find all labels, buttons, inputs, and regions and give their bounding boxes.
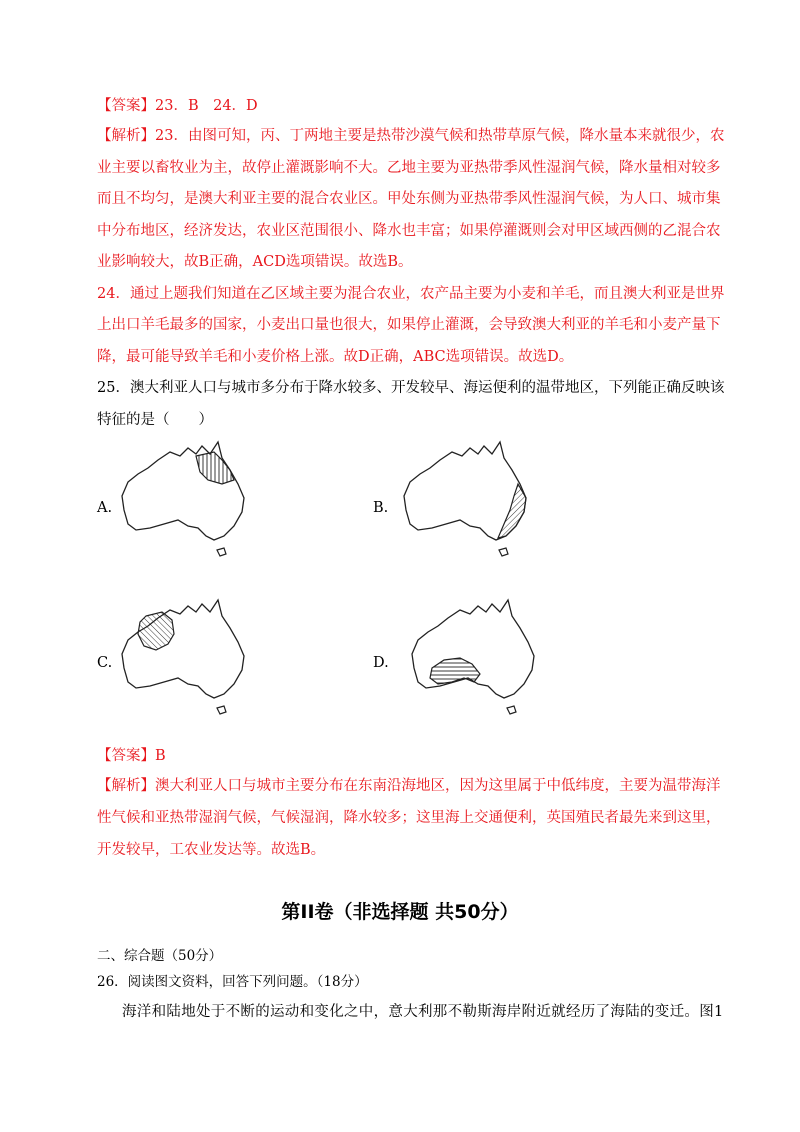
shaded-region-c <box>138 612 174 650</box>
answer-line <box>97 96 258 116</box>
analysis-tag: 【解析】 <box>97 128 155 144</box>
shaded-region-d <box>430 658 480 684</box>
analysis2-line-3: 开发较早，工农业发达等。故选B。 <box>97 842 326 858</box>
option-b-label: B. <box>373 500 389 516</box>
map-option-a <box>118 440 253 560</box>
option-c-label: C. <box>97 655 113 671</box>
question-25-line-2: 特征的是（ ） <box>97 412 213 428</box>
analysis-line-3: 而且不均匀，是澳大利亚主要的混合农业区。甲处东侧为亚热带季风性湿润气候，为人口、城市集 <box>97 191 721 207</box>
answer-tag: 【答案】 <box>97 98 155 114</box>
australia-outline <box>122 600 244 698</box>
analysis-line-6: 24．通过上题我们知道在乙区域主要为混合农业，农产品主要为小麦和羊毛，而且澳大利亚是世界 <box>97 286 725 302</box>
tasmania-outline <box>217 706 226 714</box>
answer-line-2 <box>97 746 166 766</box>
analysis2-line-1 <box>97 776 721 796</box>
shaded-region-a <box>196 452 234 484</box>
analysis-line-2: 业主要以畜牧业为主，故停止灌溉影响不大。乙地主要为亚热带季风性湿润气候，降水量相对较多 <box>97 160 721 176</box>
shaded-region-b <box>498 484 526 538</box>
tasmania-outline <box>499 548 508 556</box>
analysis-tag: 【解析】 <box>97 778 155 794</box>
answer-text: B <box>155 748 166 764</box>
australia-outline <box>122 442 244 540</box>
analysis2-line-2: 性气候和亚热带湿润气候，气候湿润，降水较多；这里海上交通便利，英国殖民者最先来到这里， <box>97 810 721 826</box>
analysis-line-5: 业影响较大，故B正确，ACD选项错误。故选B。 <box>97 254 413 270</box>
tasmania-outline <box>217 548 226 556</box>
part2-heading: 二、综合题（50分） <box>97 948 223 964</box>
map-option-b <box>400 440 535 560</box>
question-25-line-1: 25．澳大利亚人口与城市多分布于降水较多、开发较早、海运便利的温带地区，下列能正确反映该 <box>97 380 725 396</box>
question-26-stem: 26．阅读图文资料，回答下列问题。（18分） <box>97 974 368 990</box>
answer-tag: 【答案】 <box>97 748 155 764</box>
analysis-line-4: 中分布地区，经济发达，农业区范围很小、降水也丰富；如果停灌溉则会对甲区域西侧的乙混合农 <box>97 223 721 239</box>
map-option-c <box>118 598 253 718</box>
option-d-label: D. <box>373 655 389 671</box>
analysis-text: 23．由图可知，丙、丁两地主要是热带沙漠气候和热带草原气候，降水量本来就很少，农 <box>155 128 725 144</box>
option-a-label: A. <box>97 500 113 516</box>
analysis-line-1 <box>97 126 724 146</box>
answer-text: 23．B 24．D <box>155 98 258 114</box>
analysis-line-8: 降，最可能导致羊毛和小麦价格上涨。故D正确，ABC选项错误。故选D。 <box>97 349 574 365</box>
section-title: 第II卷（非选择题 共50分） <box>281 901 519 923</box>
map-option-d <box>408 598 543 718</box>
australia-outline <box>412 600 534 698</box>
tasmania-outline <box>507 706 516 714</box>
analysis-line-7: 上出口羊毛最多的国家，小麦出口量也很大，如果停止灌溉，会导致澳大利亚的羊毛和小麦产量下 <box>97 317 721 333</box>
analysis-text: 澳大利亚人口与城市主要分布在东南沿海地区，因为这里属于中低纬度，主要为温带海洋 <box>155 778 721 794</box>
question-26-passage: 海洋和陆地处于不断的运动和变化之中，意大利那不勒斯海岸附近就经历了海陆的变迁。图1 <box>122 1004 724 1020</box>
